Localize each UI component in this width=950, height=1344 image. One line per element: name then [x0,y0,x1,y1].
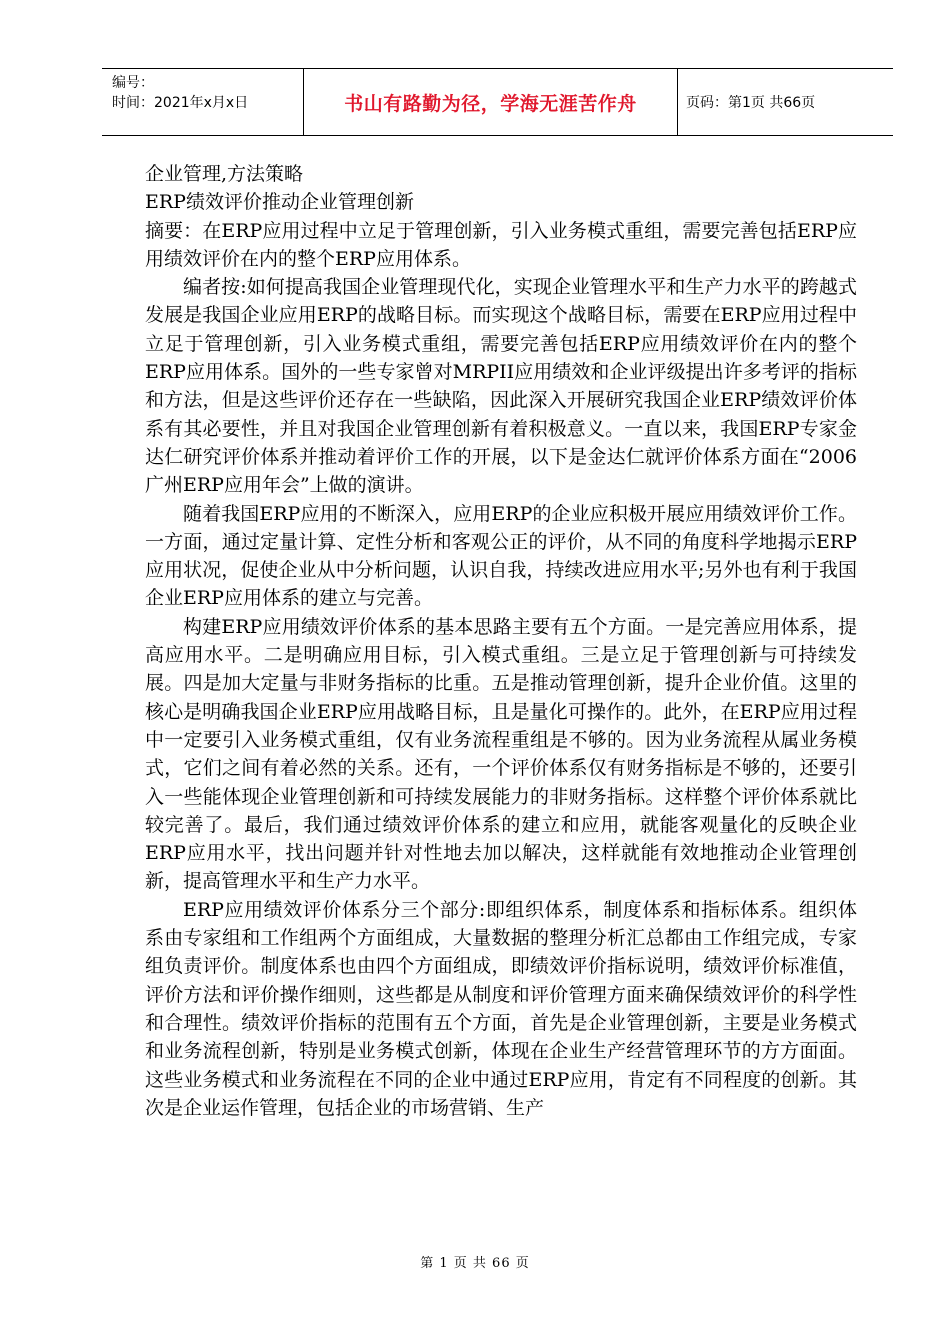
paragraph-2: 随着我国ERP应用的不断深入，应用ERP的企业应积极开展应用绩效评价工作。一方面，通过定量计算、定性分析和客观公正的评价，从不同的角度科学地揭示ERP应用状况，促使企业从中分析问题，认识自我，持续改进应用水平;另外也有利于我国企业ERP应用体系的建立与完善。 [145,502,857,610]
document-category: 企业管理,方法策略 [145,163,304,185]
page-footer: 第 1 页 共 66 页 [420,1256,530,1271]
page-header [102,68,893,136]
time-label: 时间：2021年x月x日 [112,95,249,111]
header-motto: 书山有路勤为径，学海无涯苦作舟 [304,69,678,135]
header-page-code: 页码：第1页 共66页 [686,95,816,111]
document-title: ERP绩效评价推动企业管理创新 [145,191,414,214]
number-label: 编号： [112,75,154,91]
paragraph-editor-note: 编者按:如何提高我国企业管理现代化，实现企业管理水平和生产力水平的跨越式发展是我国企业应用ERP的战略目标。而实现这个战略目标，需要在ERP应用过程中立足于管理创新，引入业务模式重组，需要完善包括ERP应用绩效评价在内的整个ERP应用体系。国外的一些专家曾对MRPII应用绩效和企业评级提出许多考评的指标和方法，但是这些评价还存在一些缺陷，因此深入开展研究我国企业ERP绩效评价体系有其必要性，并且对我国企业管理创新有着积极意义。一直以来，我国ERP专家金达仁研究评价体系并推动着评价工作的开展，以下是金达仁就评价体系方面在“2006广州ERP应用年会”上做的演讲。 [145,276,857,497]
paragraph-3: 构建ERP应用绩效评价体系的基本思路主要有五个方面。一是完善应用体系，提高应用水平。二是明确应用目标，引入模式重组。三是立足于管理创新与可持续发展。四是加大定量与非财务指标的比重。五是推动管理创新，提升企业价值。这里的核心是明确我国企业ERP应用战略目标，且是量化可操作的。此外，在ERP应用过程中一定要引入业务模式重组，仅有业务流程重组是不够的。因为业务流程从属业务模式，它们之间有着必然的关系。还有，一个评价体系仅有财务指标是不够的，还要引入一些能体现企业管理创新和可持续发展能力的非财务指标。这样整个评价体系就比较完善了。最后，我们通过绩效评价体系的建立和应用，就能客观量化的反映企业ERP应用水平，找出问题并针对性地去加以解决，这样就能有效地推动企业管理创新，提高管理水平和生产力水平。 [145,615,857,893]
paragraph-4: ERP应用绩效评价体系分三个部分:即组织体系，制度体系和指标体系。组织体系由专家组和工作组两个方面组成，大量数据的整理分析汇总都由工作组完成，专家组负责评价。制度体系也由四个方面组成，即绩效评价指标说明，绩效评价标准值，评价方法和评价操作细则，这些都是从制度和评价管理方面来确保绩效评价的科学性和合理性。绩效评价指标的范围有五个方面，首先是企业管理创新，主要是业务模式和业务流程创新，特别是业务模式创新，体现在企业生产经营管理环节的方方面面。这些业务模式和业务流程在不同的企业中通过ERP应用，肯定有不同程度的创新。其次是企业运作管理，包括企业的市场营销、生产 [145,898,857,1119]
header-meta [102,69,304,135]
document-body [145,160,857,1122]
document-abstract: 摘要：在ERP应用过程中立足于管理创新，引入业务模式重组，需要完善包括ERP应用绩效评价在内的整个ERP应用体系。 [145,219,857,270]
